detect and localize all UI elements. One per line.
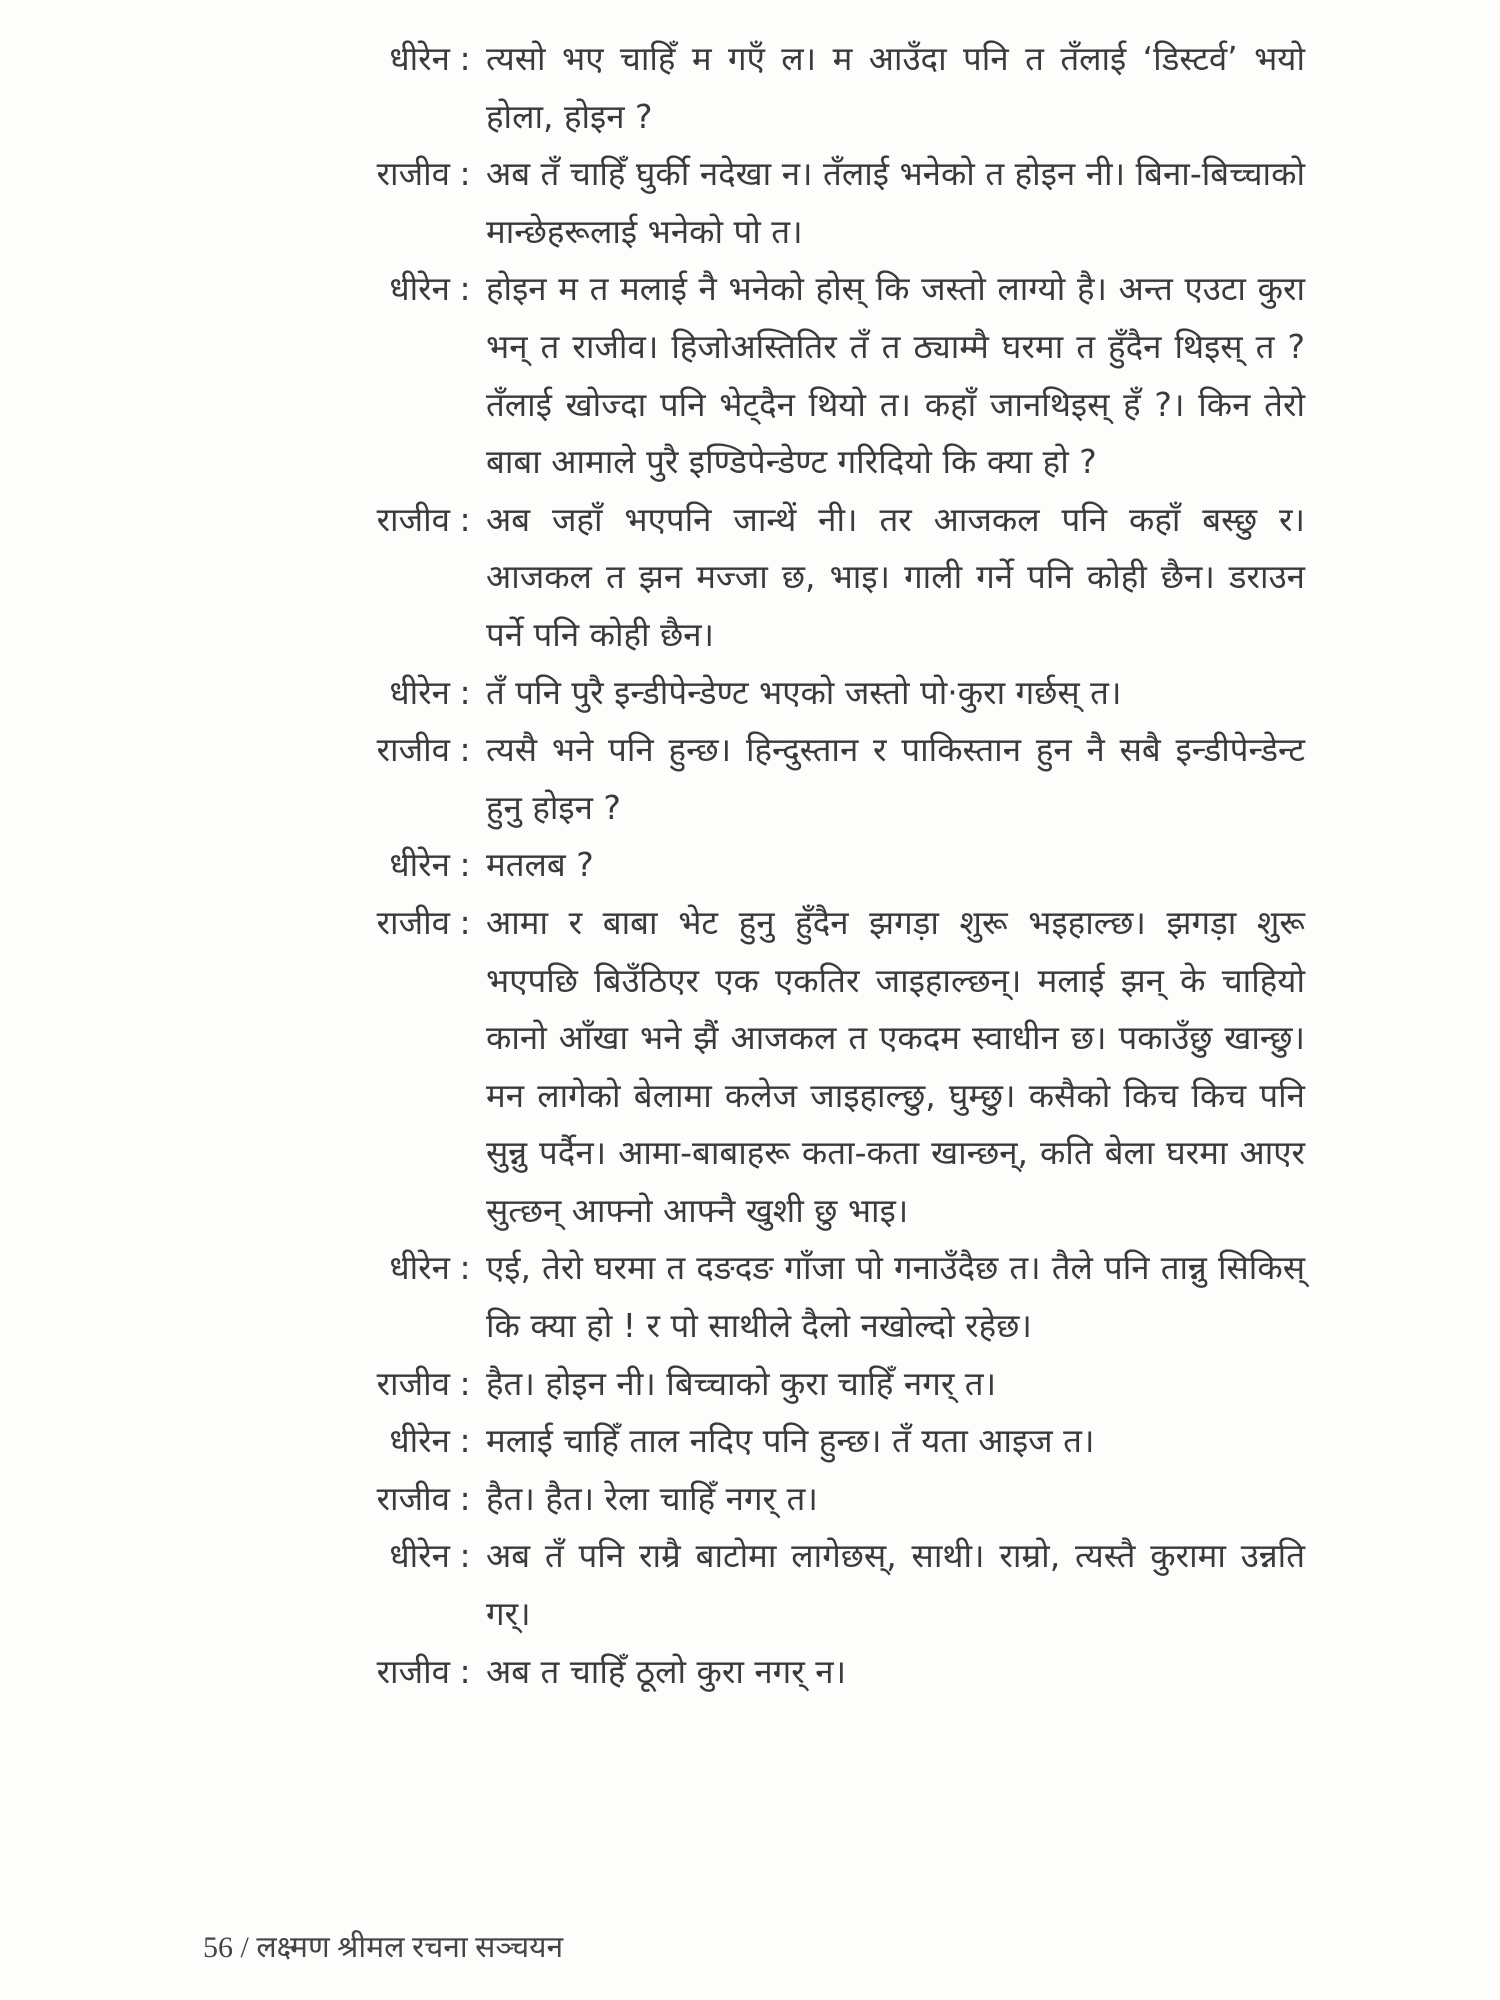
dialogue-turn bbox=[300, 1412, 1305, 1470]
speaker-separator: : bbox=[459, 1248, 471, 1288]
speech-text: मतलब ? bbox=[486, 845, 594, 885]
speaker-name: राजीव bbox=[376, 1363, 450, 1403]
speaker-separator: : bbox=[459, 1421, 471, 1461]
dialogue-turn bbox=[300, 1355, 1305, 1413]
speaker-separator: : bbox=[459, 39, 471, 78]
speaker-separator: : bbox=[459, 1363, 471, 1403]
speaker-name: धीरेन bbox=[389, 1248, 450, 1288]
speaker-name: धीरेन bbox=[389, 269, 450, 309]
speech-text: होइन म त मलाई नै भनेको होस् कि जस्तो लाग्यो है। अन्त एउटा कुरा भन् त राजीव। हिजोअस्तितिर तँ त ठ्याम्मै घरमा त हुँदैन थिइस् त ? तँलाई खोज्दा पनि भेट्दैन थियो त। कहाँ जानथिइस् हँ ?। किन तेरो बाबा आमाले पुरै इण्डिपेन्डेण्ट गरिदियो कि क्या हो ? bbox=[486, 269, 1305, 482]
speech-text: अब तँ पनि राम्रै बाटोमा लागेछस्, साथी। राम्रो, त्यस्तै कुरामा उन्नति गर्। bbox=[486, 1536, 1305, 1634]
speech-text: एई, तेरो घरमा त दङदङ गाँजा पो गनाउँदैछ त। तैले पनि तान्नु सिकिस् कि क्या हो ! र पो साथीले दैलो नखोल्दो रहेछ। bbox=[486, 1248, 1305, 1346]
speaker-separator: : bbox=[459, 672, 471, 712]
dialogue-turn bbox=[300, 836, 1305, 894]
dialogue-turn bbox=[300, 1527, 1305, 1642]
speech-text: त्यसो भए चाहिँ म गएँ ल। म आउँदा पनि त तँलाई ‘डिस्टर्व’ भयो होला, होइन ? bbox=[486, 39, 1305, 136]
speaker-separator: : bbox=[459, 1536, 471, 1576]
dialogue bbox=[300, 30, 1305, 1700]
dialogue-turn bbox=[300, 1239, 1305, 1354]
dialogue-turn bbox=[300, 491, 1305, 664]
speaker-name: राजीव bbox=[376, 1651, 450, 1691]
speaker-name: धीरेन bbox=[389, 39, 450, 78]
speaker-separator: : bbox=[459, 730, 471, 770]
speaker-name: धीरेन bbox=[389, 672, 450, 712]
speaker-name: धीरेन bbox=[389, 1421, 450, 1461]
speaker-separator: : bbox=[459, 902, 471, 942]
dialogue-turn bbox=[300, 145, 1305, 260]
dialogue-turn bbox=[300, 721, 1305, 836]
speech-text: त्यसै भने पनि हुन्छ। हिन्दुस्तान र पाकिस्तान हुन नै सबै इन्डीपेन्डेन्ट हुनु होइन ? bbox=[486, 730, 1305, 827]
dialogue-turn bbox=[300, 1470, 1305, 1528]
speaker-name: राजीव bbox=[376, 730, 450, 770]
speaker-separator: : bbox=[459, 154, 471, 194]
speech-text: हैत। हैत। रेला चाहिँ नगर् त। bbox=[486, 1478, 818, 1518]
speaker-name: धीरेन bbox=[389, 1536, 450, 1576]
speaker-separator: : bbox=[459, 269, 471, 309]
dialogue-turn bbox=[300, 1643, 1305, 1701]
speaker-name: धीरेन bbox=[389, 845, 450, 885]
speaker-name: राजीव bbox=[376, 1478, 450, 1518]
speech-text: आमा र बाबा भेट हुनु हुँदैन झगड़ा शुरू भइहाल्छ। झगड़ा शुरू भएपछि बिउँठिएर एक एकतिर जाइहाल्छन्। मलाई झन् के चाहियो कानो आँखा भने झैं आजकल त एकदम स्वाधीन छ। पकाउँछु खान्छु। मन लागेको बेलामा कलेज जाइहाल्छु, घुम्छु। कसैको किच किच पनि सुन्नु पर्दैन। आमा-बाबाहरू कता-कता खान्छन्, कति बेला घरमा आएर सुत्छन् आफ्नो आफ्नै खुशी छु भाइ। bbox=[486, 902, 1305, 1230]
speaker-name: राजीव bbox=[376, 902, 450, 942]
speaker-separator: : bbox=[459, 1651, 471, 1691]
speech-text: अब त चाहिँ ठूलो कुरा नगर् न। bbox=[486, 1651, 847, 1691]
speaker-separator: : bbox=[459, 499, 471, 539]
speech-text: मलाई चाहिँ ताल नदिए पनि हुन्छ। तँ यता आइज त। bbox=[486, 1421, 1095, 1461]
dialogue-turn bbox=[300, 664, 1305, 722]
dialogue-turn bbox=[300, 894, 1305, 1240]
speaker-separator: : bbox=[459, 1478, 471, 1518]
speech-text: अब जहाँ भएपनि जान्थें नी। तर आजकल पनि कहाँ बस्छु र। आजकल त झन मज्जा छ, भाइ। गाली गर्ने पनि कोही छैन। डराउन पर्ने पनि कोही छैन। bbox=[486, 499, 1305, 654]
speaker-name: राजीव bbox=[376, 154, 450, 194]
speaker-name: राजीव bbox=[376, 499, 450, 539]
dialogue-turn bbox=[300, 30, 1305, 145]
speech-text: अब तँ चाहिँ घुर्की नदेखा न। तँलाई भनेको त होइन नी। बिना-बिच्चाको मान्छेहरूलाई भनेको पो त। bbox=[486, 154, 1305, 251]
speech-text: तँ पनि पुरै इन्डीपेन्डेण्ट भएको जस्तो पो·कुरा गर्छस् त। bbox=[486, 672, 1122, 712]
dialogue-turn bbox=[300, 260, 1305, 490]
page-footer: 56 / लक्ष्मण श्रीमल रचना सञ्चयन bbox=[203, 1931, 564, 1964]
speech-text: हैत। होइन नी। बिच्चाको कुरा चाहिँ नगर् त। bbox=[486, 1363, 997, 1403]
speaker-separator: : bbox=[459, 845, 471, 885]
